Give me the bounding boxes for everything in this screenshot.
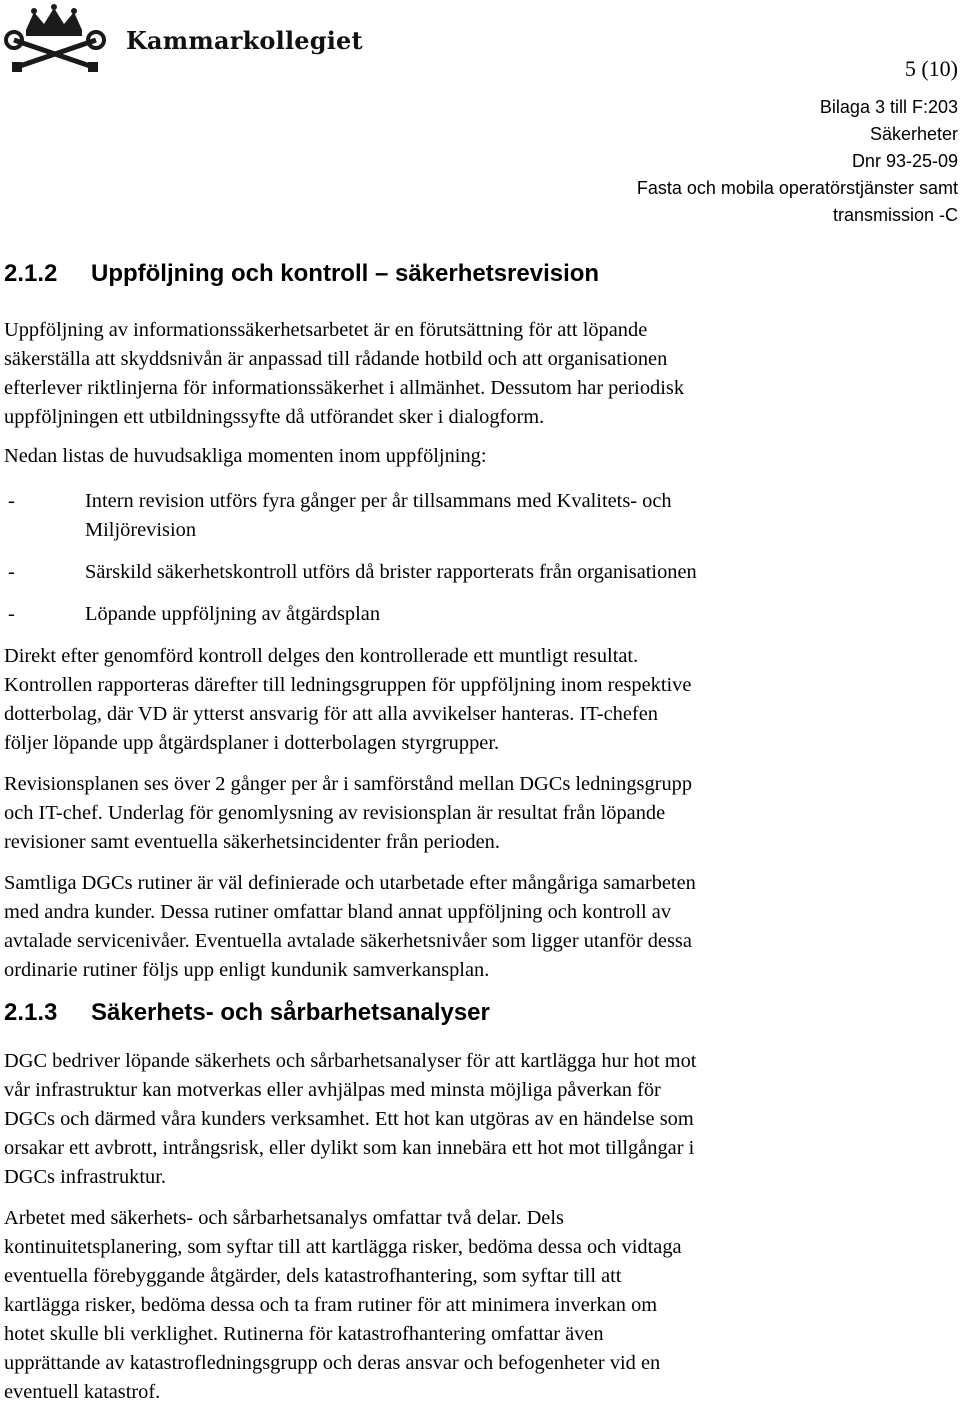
paragraph	[4, 642, 959, 758]
text-line: eventuell katastrof.	[4, 1381, 161, 1403]
text-line: revisioner samt eventuella säkerhetsincidenter från perioden.	[4, 831, 500, 853]
text-line: eventuella förebyggande åtgärder, dels katastrofhantering, som syftar till att	[4, 1265, 622, 1287]
text-line: Direkt efter genomförd kontroll delges den kontrollerade ett muntligt resultat.	[4, 645, 639, 667]
text-line: Uppföljning av informationssäkerhetsarbetet är en förutsättning för att löpande	[4, 319, 648, 341]
text-line: hotet skulle bli verklighet. Rutinerna för katastrofhantering omfattar även	[4, 1323, 604, 1345]
document-body	[4, 252, 959, 1407]
meta-line: Fasta och mobila operatörstjänster samt	[636, 178, 958, 198]
list-item-text: Intern revision utförs fyra gånger per år tillsammans med Kvalitets- och	[85, 490, 672, 512]
paragraph	[4, 1204, 959, 1407]
kammarkollegiet-logo	[4, 4, 364, 76]
meta-line: Säkerheter	[869, 124, 958, 144]
list-item: - Intern revision utförs fyra gånger per år tillsammans med Kvalitets- och Miljörevision	[4, 487, 959, 545]
meta-line: transmission -C	[832, 205, 958, 225]
text-line: orsakar ett avbrott, intrångsrisk, eller dylikt som kan innebära ett hot mot tillgångar i	[4, 1137, 695, 1159]
text-line: DGCs och därmed våra kunders verksamhet. Ett hot kan utgöras av en händelse som	[4, 1108, 694, 1130]
text-line: dotterbolag, där VD är ytterst ansvarig för att alla avvikelser hanteras. IT-chefen	[4, 703, 658, 725]
text-line: och IT-chef. Underlag för genomlysning av revisionsplan är resultat från löpande	[4, 802, 666, 824]
text-line: vår infrastruktur kan motverkas eller avhjälpas med minsta möjliga påverkan för	[4, 1079, 661, 1101]
text-line: upprättande av katastrofledningsgrupp och deras ansvar och befogenheter vid en	[4, 1352, 661, 1374]
text-line: med andra kunder. Dessa rutiner omfattar bland annat uppföljning och kontroll av	[4, 901, 672, 923]
document-meta	[637, 94, 958, 229]
section-number: 2.1.2	[4, 260, 58, 287]
section-heading-2-1-2	[4, 252, 959, 296]
text-line: Revisionsplanen ses över 2 gånger per år i samförstånd mellan DGCs ledningsgrupp	[4, 773, 693, 795]
text-line: ordinarie rutiner följs upp enligt kundunik samverkansplan.	[4, 959, 490, 981]
text-line: efterlever riktlinjerna för informationssäkerhet i allmänhet. Dessutom har periodisk	[4, 377, 685, 399]
paragraph	[4, 1047, 959, 1192]
list-item: - Löpande uppföljning av åtgärdsplan	[4, 600, 959, 629]
paragraph: Nedan listas de huvudsakliga momenten inom uppföljning:	[4, 445, 487, 467]
meta-line: Dnr 93-25-09	[851, 151, 958, 171]
section-title: Säkerhets- och sårbarhetsanalyser	[91, 999, 490, 1026]
list-item-text: Särskild säkerhetskontroll utförs då brister rapporterats från organisationen	[85, 561, 697, 583]
paragraph	[4, 869, 959, 985]
text-line: kontinuitetsplanering, som syftar till att kartlägga risker, bedöma dessa och vidtaga	[4, 1236, 682, 1258]
bullet-list	[4, 487, 959, 629]
list-item-text: Löpande uppföljning av åtgärdsplan	[85, 603, 381, 625]
text-line: avtalade servicenivåer. Eventuella avtalade säkerhetsnivåer som ligger utanför dessa	[4, 930, 692, 952]
text-line: Kontrollen rapporteras därefter till ledningsgruppen för uppföljning inom respektive	[4, 674, 692, 696]
list-item-text: Miljörevision	[85, 519, 197, 541]
paragraph	[4, 770, 959, 857]
section-heading-2-1-3	[4, 991, 959, 1035]
meta-line: Bilaga 3 till F:203	[819, 97, 958, 117]
text-line: kartlägga risker, bedöma dessa och ta fram rutiner för att minimera inverkan om	[4, 1294, 658, 1316]
text-line: Samtliga DGCs rutiner är väl definierade och utarbetade efter mångåriga samarbeten	[4, 872, 696, 894]
page-number: 5 (10)	[904, 56, 958, 81]
text-line: följer löpande upp åtgärdsplaner i dotterbolagen styrgrupper.	[4, 732, 500, 754]
section-title: Uppföljning och kontroll – säkerhetsrevision	[91, 260, 600, 287]
crown-keys-icon	[4, 4, 124, 76]
text-line: DGC bedriver löpande säkerhets och sårbarhetsanalyser för att kartlägga hur hot mot	[4, 1050, 697, 1072]
paragraph	[4, 316, 959, 432]
logo-wordmark: Kammarkollegiet	[126, 26, 363, 55]
text-line: Arbetet med säkerhets- och sårbarhetsanalys omfattar två delar. Dels	[4, 1207, 564, 1229]
text-line: DGCs infrastruktur.	[4, 1166, 166, 1188]
section-number: 2.1.3	[4, 999, 58, 1026]
text-line: uppföljningen ett utbildningssyfte då utförandet sker i dialogform.	[4, 406, 545, 428]
list-item: - Särskild säkerhetskontroll utförs då brister rapporterats från organisationen	[4, 558, 959, 587]
text-line: säkerställa att skyddsnivån är anpassad till rådande hotbild och att organisationen	[4, 348, 668, 370]
